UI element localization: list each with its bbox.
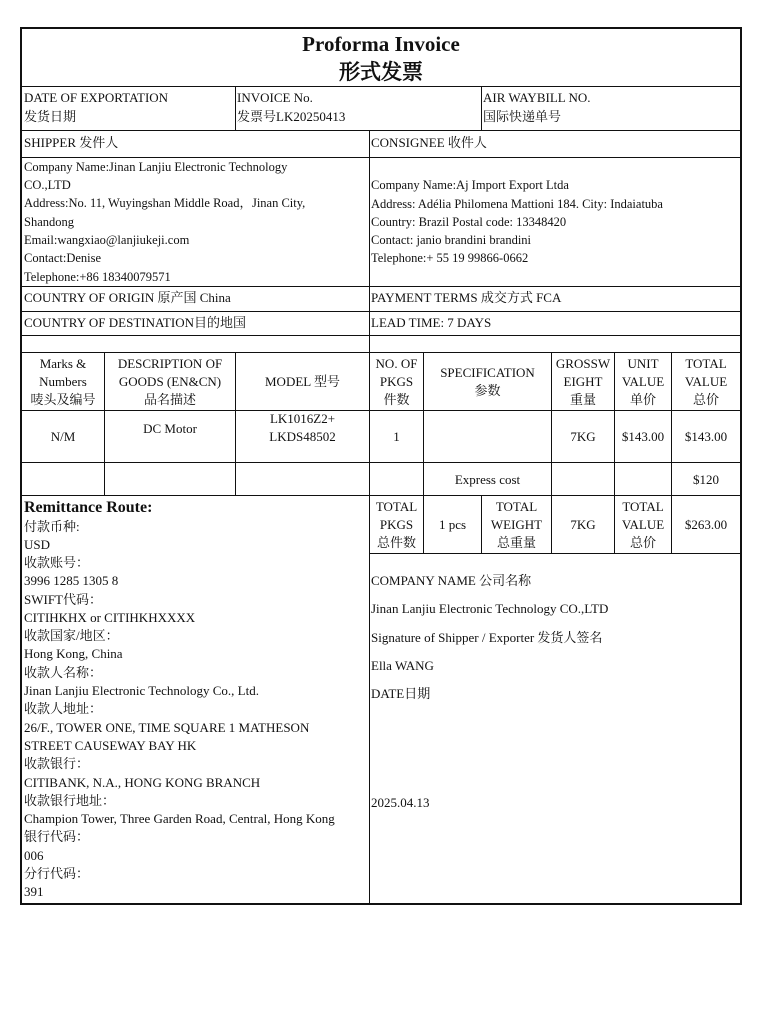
title-en: Proforma Invoice	[302, 32, 460, 56]
awb-label-cn: 国际快递单号	[483, 109, 562, 124]
rule	[22, 286, 740, 287]
item-pkgs: 1	[393, 429, 400, 444]
remittance-line: 收款银行地址：	[24, 793, 116, 808]
rule	[22, 130, 740, 131]
remittance-line: Champion Tower, Three Garden Road, Central, Hong Kong	[24, 811, 335, 826]
col-header-weight: GROSSW EIGHT 重量	[555, 356, 611, 407]
total-pkgs-label: TOTAL PKGS 总件数	[375, 499, 418, 550]
company-name: Jinan Lanjiu Electronic Technology CO.,LTD	[371, 601, 609, 616]
col-header-pkgs: NO. OF PKGS 件数	[375, 356, 418, 407]
express-cost-value: $120	[693, 472, 719, 487]
remittance-line: 收款国家/地区：	[24, 628, 119, 643]
col-header-unit-value: UNIT VALUE 单价	[621, 356, 665, 407]
col-header-description: DESCRIPTION OF GOODS (EN&CN) 品名描述	[117, 356, 223, 407]
rule	[22, 495, 740, 496]
remittance-line: CITIBANK, N.A., HONG KONG BRANCH	[24, 775, 261, 790]
shipper-line: Email:wangxiao@lanjiukeji.com	[24, 233, 190, 247]
remittance-line: 3996 1285 1305 8	[24, 573, 119, 588]
remittance-line: 26/F., TOWER ONE, TIME SQUARE 1 MATHESON	[24, 720, 310, 735]
shipper-line: Address:No. 11, Wuyingshan Middle Road，Jinan City,	[24, 196, 306, 210]
col-header-model: MODEL 型号	[265, 374, 340, 389]
invoice-label-en: INVOICE No.	[237, 90, 313, 105]
remittance-line: 收款银行：	[24, 756, 90, 771]
remittance-line: SWIFT代码：	[24, 592, 103, 607]
lead-time: LEAD TIME: 7 DAYS	[371, 315, 492, 330]
rule	[22, 311, 740, 312]
remittance-line: Hong Kong, China	[24, 646, 123, 661]
remittance-line: 分行代码：	[24, 866, 90, 881]
company-name-label: COMPANY NAME 公司名称	[371, 573, 532, 588]
remittance-line: 收款人名称：	[24, 665, 103, 680]
rule	[370, 553, 740, 554]
remittance-title: Remittance Route:	[24, 499, 153, 516]
remittance-line: STREET CAUSEWAY BAY HK	[24, 738, 197, 753]
signer-name: Ella WANG	[371, 658, 434, 673]
consignee-line: Country: Brazil Postal code: 13348420	[371, 215, 567, 229]
date-label-cn: 发货日期	[24, 109, 77, 124]
rule	[22, 352, 740, 353]
rule	[22, 410, 740, 411]
awb-label-en: AIR WAYBILL NO.	[483, 90, 591, 105]
rule	[22, 462, 740, 463]
remittance-line: 银行代码：	[24, 829, 90, 844]
col-header-total-value: TOTAL VALUE 总价	[684, 356, 728, 407]
date-label: DATE日期	[371, 686, 431, 701]
shipper-label: SHIPPER 发件人	[24, 135, 119, 150]
consignee-label: CONSIGNEE 收件人	[371, 135, 487, 150]
consignee-line: Company Name:Aj Import Export Ltda	[371, 178, 569, 192]
remittance-line: 付款币种:	[24, 519, 80, 534]
payment-terms: PAYMENT TERMS 成交方式 FCA	[371, 290, 562, 305]
invoice-label-cn: 发票号LK20250413	[237, 109, 346, 124]
item-weight: 7KG	[570, 429, 596, 444]
shipper-line: Shandong	[24, 215, 74, 229]
item-total-value: $143.00	[684, 429, 728, 444]
rule	[22, 335, 740, 336]
total-value-value: $263.00	[684, 517, 728, 532]
total-weight-value: 7KG	[570, 517, 596, 532]
remittance-line: USD	[24, 537, 51, 552]
total-weight-label: TOTAL WEIGHT 总重量	[490, 499, 543, 550]
consignee-line: Contact: janio brandini brandini	[371, 233, 532, 247]
shipper-line: Company Name:Jinan Lanjiu Electronic Technology	[24, 160, 288, 174]
signature-date: 2025.04.13	[371, 795, 430, 810]
rule	[22, 86, 740, 87]
date-label-en: DATE OF EXPORTATION	[24, 90, 169, 105]
col-header-marks: Marks & Numbers 唛头及编号	[30, 356, 96, 407]
express-cost-label: Express cost	[454, 472, 521, 487]
total-value-label: TOTAL VALUE 总价	[621, 499, 665, 550]
item-marks: N/M	[50, 429, 76, 444]
rule	[235, 86, 236, 130]
country-destination: COUNTRY OF DESTINATION目的地国	[24, 315, 246, 330]
col-header-spec: SPECIFICATION 参数	[440, 365, 535, 398]
consignee-line: Telephone:+ 55 19 99866-0662	[371, 251, 529, 265]
title-cn: 形式发票	[339, 60, 423, 84]
shipper-line: Telephone:+86 18340079571	[24, 270, 171, 284]
total-pkgs-value: 1 pcs	[438, 517, 467, 532]
remittance-line: CITIHKHX or CITIHKHXXXX	[24, 610, 196, 625]
consignee-line: Address: Adélia Philomena Mattioni 184. City: Indaiatuba	[371, 197, 663, 211]
remittance-line: 006	[24, 848, 44, 863]
remittance-line: Jinan Lanjiu Electronic Technology Co., Ltd.	[24, 683, 259, 698]
signature-label: Signature of Shipper / Exporter 发货人签名	[371, 630, 603, 645]
item-unit-value: $143.00	[621, 429, 665, 444]
remittance-line: 收款人地址：	[24, 701, 103, 716]
item-model: LK1016Z2+ LKDS48502	[269, 411, 336, 444]
rule	[481, 86, 482, 130]
proforma-invoice	[20, 27, 742, 905]
item-description: DC Motor	[143, 421, 197, 436]
shipper-line: Contact:Denise	[24, 251, 102, 265]
country-origin: COUNTRY OF ORIGIN 原产国 China	[24, 290, 231, 305]
remittance-line: 收款账号：	[24, 555, 90, 570]
remittance-line: 391	[24, 884, 44, 899]
shipper-line: CO.,LTD	[24, 178, 71, 192]
